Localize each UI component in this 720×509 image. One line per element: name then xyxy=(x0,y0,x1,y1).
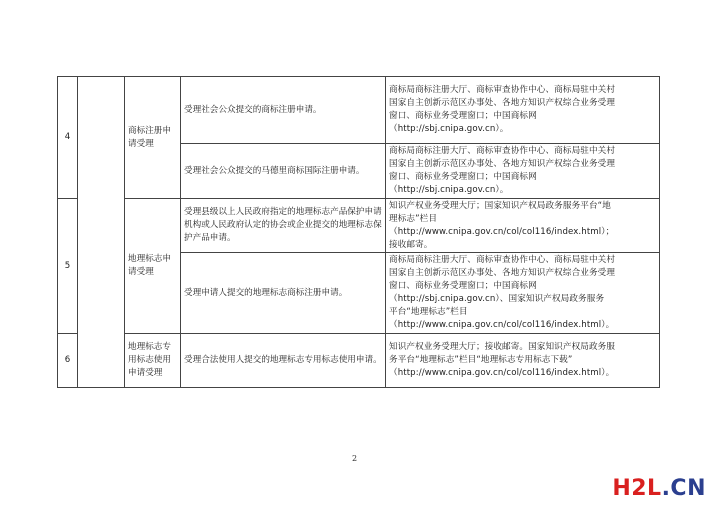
channel-line: 知识产权业务受理大厅；国家知识产权局政务服务平台“地 xyxy=(389,200,611,211)
channel-line: 国家自主创新示范区办事处、各地方知识产权综合业务受理 xyxy=(389,159,616,169)
channel-line: 务平台“地理标志”栏目“地理标志专用标志下载” xyxy=(389,355,573,365)
description-cell: 受理社会公众提交的商标注册申请。 xyxy=(181,77,386,144)
channel-line: （http://www.cnipa.gov.cn/col/col116/index.html）。 xyxy=(389,320,615,330)
channel-line: 平台“地理标志”栏目 xyxy=(389,307,468,317)
channel-line: （http://sbj.cnipa.gov.cn）。 xyxy=(389,124,509,134)
watermark-part-b: .CN xyxy=(661,476,706,501)
table-row xyxy=(58,334,660,388)
channel-line: （http://www.cnipa.gov.cn/col/col116/index.html）； xyxy=(389,226,615,237)
channel-line: 商标局商标注册大厅、商标审查协作中心、商标局驻中关村 xyxy=(389,255,616,265)
description-cell: 受理申请人提交的地理标志商标注册申请。 xyxy=(181,253,386,334)
channel-line: （http://sbj.cnipa.gov.cn）、国家知识产权局政务服务 xyxy=(389,294,605,304)
channel-cell xyxy=(386,77,660,144)
table-row xyxy=(58,199,660,253)
page-number: 2 xyxy=(352,454,358,463)
channel-line: 窗口、商标业务受理窗口；中国商标网 xyxy=(389,281,537,291)
category-cell: 商标注册申请受理 xyxy=(125,77,181,199)
channel-line: （http://www.cnipa.gov.cn/col/col116/index.html）。 xyxy=(389,368,615,378)
service-table xyxy=(57,76,660,388)
channel-cell xyxy=(386,253,660,334)
description-cell: 受理社会公众提交的马德里商标国际注册申请。 xyxy=(181,144,386,199)
channel-line: 窗口、商标业务受理窗口；中国商标网 xyxy=(389,172,537,182)
blank-column-cell xyxy=(78,77,125,388)
category-cell: 地理标志申请受理 xyxy=(125,199,181,334)
row-number: 4 xyxy=(58,77,78,199)
description-cell: 受理县级以上人民政府指定的地理标志产品保护申请机构或人民政府认定的协会或企业提交的地理标志保护产品申请。 xyxy=(181,199,386,253)
channel-line: 接收邮寄。 xyxy=(389,239,433,250)
channel-line: 商标局商标注册大厅、商标审查协作中心、商标局驻中关村 xyxy=(389,85,616,95)
channel-line: 窗口、商标业务受理窗口；中国商标网 xyxy=(389,111,537,121)
table-row xyxy=(58,77,660,144)
channel-cell xyxy=(386,334,660,388)
site-watermark-logo xyxy=(612,476,706,501)
category-cell: 地理标志专用标志使用申请受理 xyxy=(125,334,181,388)
channel-line: （http://sbj.cnipa.gov.cn）。 xyxy=(389,185,509,195)
channel-line: 理标志”栏目 xyxy=(389,213,438,224)
row-number: 5 xyxy=(58,199,78,334)
watermark-part-a: H2L xyxy=(612,476,662,501)
channel-cell xyxy=(386,199,660,253)
description-cell: 受理合法使用人提交的地理标志专用标志使用申请。 xyxy=(181,334,386,388)
channel-line: 国家自主创新示范区办事处、各地方知识产权综合业务受理 xyxy=(389,268,616,278)
channel-line: 国家自主创新示范区办事处、各地方知识产权综合业务受理 xyxy=(389,98,616,108)
channel-line: 商标局商标注册大厅、商标审查协作中心、商标局驻中关村 xyxy=(389,146,616,156)
channel-cell xyxy=(386,144,660,199)
row-number: 6 xyxy=(58,334,78,388)
channel-line: 知识产权业务受理大厅；接收邮寄。国家知识产权局政务服 xyxy=(389,342,616,352)
